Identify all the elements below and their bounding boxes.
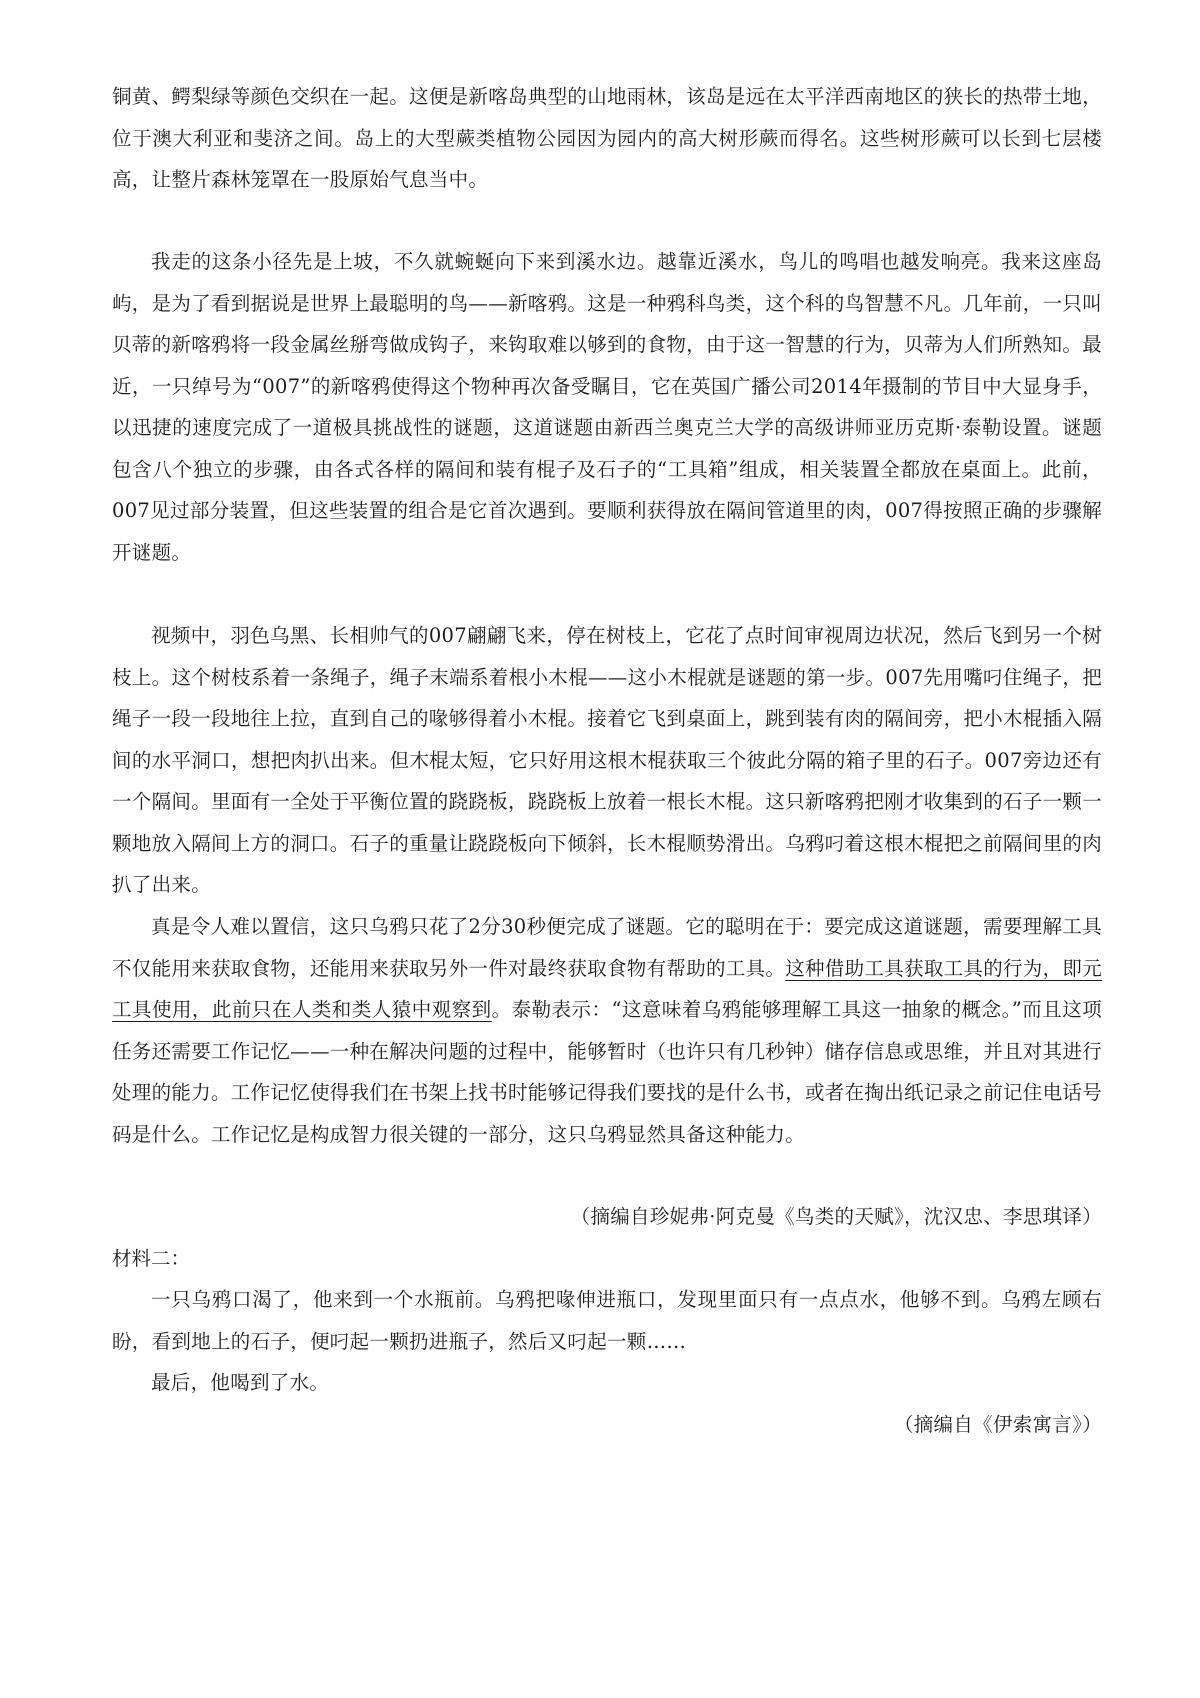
paragraph-video-description: 视频中，羽色乌黑、长相帅气的007翩翩飞来，停在树枝上，它花了点时间审视周边状况，然后飞到另一个树枝上。这个树枝系着一条绳子，绳子末端系着根小木棍——这小木棍就是谜题的第一步。007先用嘴叼住绳子，把绳子一段一段地往上拉，直到自己的喙够得着小木棍。接着它飞到桌面上，跳到装有肉的隔间旁，把小木棍插入隔间的水平洞口，想把肉扒出来。但木棍太短，它只好用这根木棍获取三个彼此分隔的箱子里的石子。007旁边还有一个隔间。里面有一全处于平衡位置的跷跷板，跷跷板上放着一根长木棍。这只新喀鸦把刚才收集到的石子一颗一颗地放入隔间上方的洞口。石子的重量让跷跷板向下倾斜，长木棍顺势滑出。乌鸦叼着这根木棍把之前隔间里的肉扒了出来。 <box>112 624 1103 896</box>
paragraph-rainforest: 铜黄、鳄梨绿等颜色交织在一起。这便是新喀岛典型的山地雨林，该岛是远在太平洋西南地区的狭长的热带土地，位于澳大利亚和斐济之间。岛上的大型蕨类植物公园因为园内的高大树形蕨而得名。这些树形蕨可以长到七层楼高，让整片森林笼罩在一股原始气息当中。 <box>112 85 1103 191</box>
material1-source: （摘编自珍妮弗·阿克曼《鸟类的天赋》，沈汉忠、李思琪译） <box>570 1205 1102 1228</box>
material2-source: （摘编自《伊索寓言》） <box>893 1413 1102 1436</box>
underlined-sentence: 这种借助工具获取工具的行为，即元工具使用，此前只在人类和类人猿中观察到 <box>112 956 1103 1021</box>
paragraph-crow-intro: 我走的这条小径先是上坡，不久就蜿蜒向下来到溪水边。越靠近溪水，鸟儿的鸣唱也越发响亮。我来这座岛屿，是为了看到据说是世界上最聪明的鸟——新喀鸦。这是一种鸦科鸟类，这个科的鸟智慧不凡。几年前，一只叫贝蒂的新喀鸦将一段金属丝掰弯做成钩子，来钩取难以够到的食物，由于这一智慧的行为，贝蒂为人们所熟知。最近，一只绰号为“007”的新喀鸦使得这个物种再次备受瞩目，它在英国广播公司2014年摄制的节目中大显身手，以迅捷的速度完成了一道极具挑战性的谜题，这道谜题由新西兰奥克兰大学的高级讲师亚历克斯·泰勒设置。谜题包含八个独立的步骤，由各式各样的隔间和装有棍子及石子的“工具箱”组成，相关装置全都放在桌面上。此前，007见过部分装置，但这些装置的组合是它首次遇到。要顺利获得放在隔间管道里的肉，007得按照正确的步骤解开谜题。 <box>112 250 1103 564</box>
paragraph-meta-tool-use <box>112 906 1102 1155</box>
paragraph-aesop-ending: 最后，他喝到了水。 <box>151 1371 330 1394</box>
material2-label: 材料二： <box>112 1247 191 1270</box>
paragraph-aesop-crow: 一只乌鸦口渴了，他来到一个水瓶前。乌鸦把喙伸进瓶口，发现里面只有一点点水，他够不到。乌鸦左顾右盼，看到地上的石子，便叼起一颗扔进瓶子，然后又叼起一颗…… <box>112 1288 1102 1353</box>
paragraph-meta-tool-use-part-1: 真是令人难以置信，这只乌鸦只花了2分30秒便完成了谜题。它的聪明在于：要完成这道谜题，需要理解工具不仅能用来获取食物，还能用来获取另外一件对最终获取食物有帮助的工具。 <box>112 915 1102 980</box>
paragraph-meta-tool-use-part-2: 。泰勒表示：“这意味着乌鸦能够理解工具这一抽象的概念。”而且这项任务还需要工作记忆——一种在解决问题的过程中，能够暂时（也许只有几秒钟）储存信息或思维，并且对其进行处理的能力。工作记忆使得我们在书架上找书时能够记得我们要找的是什么书，或者在掏出纸记录之前记住电话号码是什么。工作记忆是构成智力很关键的一部分，这只乌鸦显然具备这种能力。 <box>112 998 1103 1146</box>
